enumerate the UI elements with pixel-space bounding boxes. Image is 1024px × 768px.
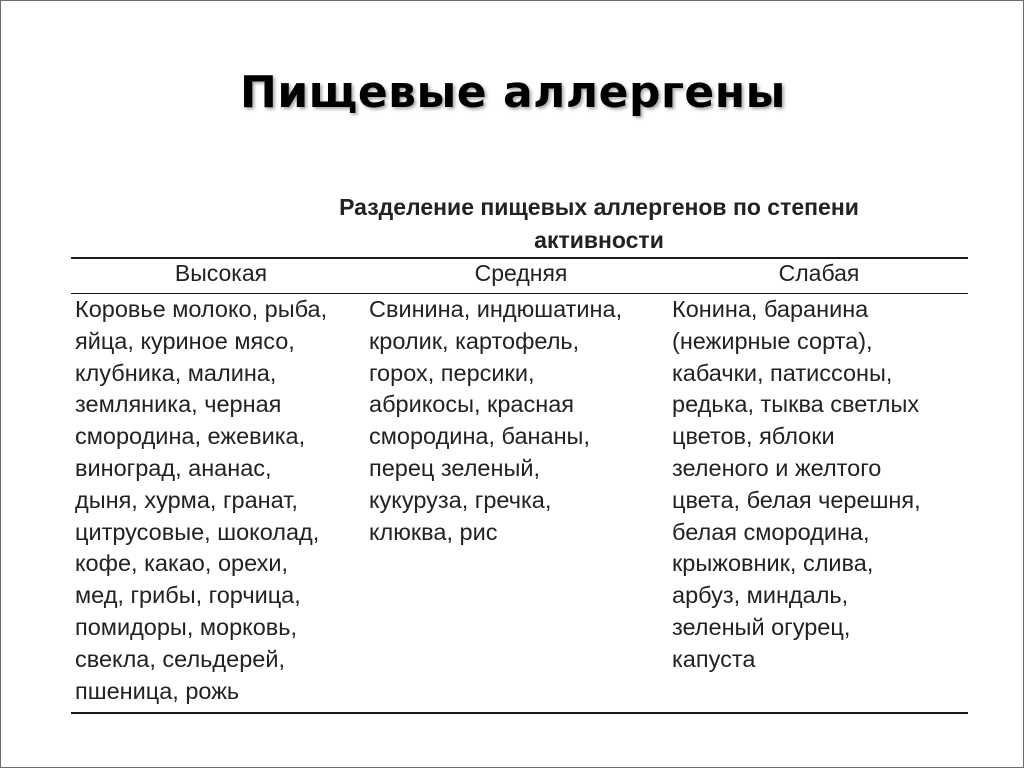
column-cell-high: Коровье молоко, рыба, яйца, куриное мясо, клубника, малина, земляника, черная смородина, ежевика, виноград, ананас, дыня, хурма, гранат, цитрусовые, шоколад, кофе, какао, орехи, мед, грибы, горчица, помидоры, морковь, свекла, сельдерей, пшеница, рожь (75, 296, 328, 704)
table-caption: Разделение пищевых аллергенов по степени активности (339, 194, 859, 253)
column-header-high: Высокая (174, 260, 268, 286)
column-header-low: Слабая (778, 260, 860, 286)
column-cell-low: Конина, баранина (нежирные сорта), кабачки, патиссоны, редька, тыква светлых цветов, яблоки зеленого и желтого цвета, белая черешня, белая смородина, крыжовник, слива, арбуз, миндаль, зеленый огурец, капуста (672, 296, 921, 672)
table-bottom-rule (71, 712, 968, 714)
slide-title: Пищевые аллергены (240, 67, 786, 118)
column-cell-medium: Свинина, индюшатина, кролик, картофель, горох, персики, абрикосы, красная смородина, бананы, перец зеленый, кукуруза, гречка, клюква, рис (369, 296, 623, 545)
column-header-medium: Средняя (474, 260, 568, 286)
